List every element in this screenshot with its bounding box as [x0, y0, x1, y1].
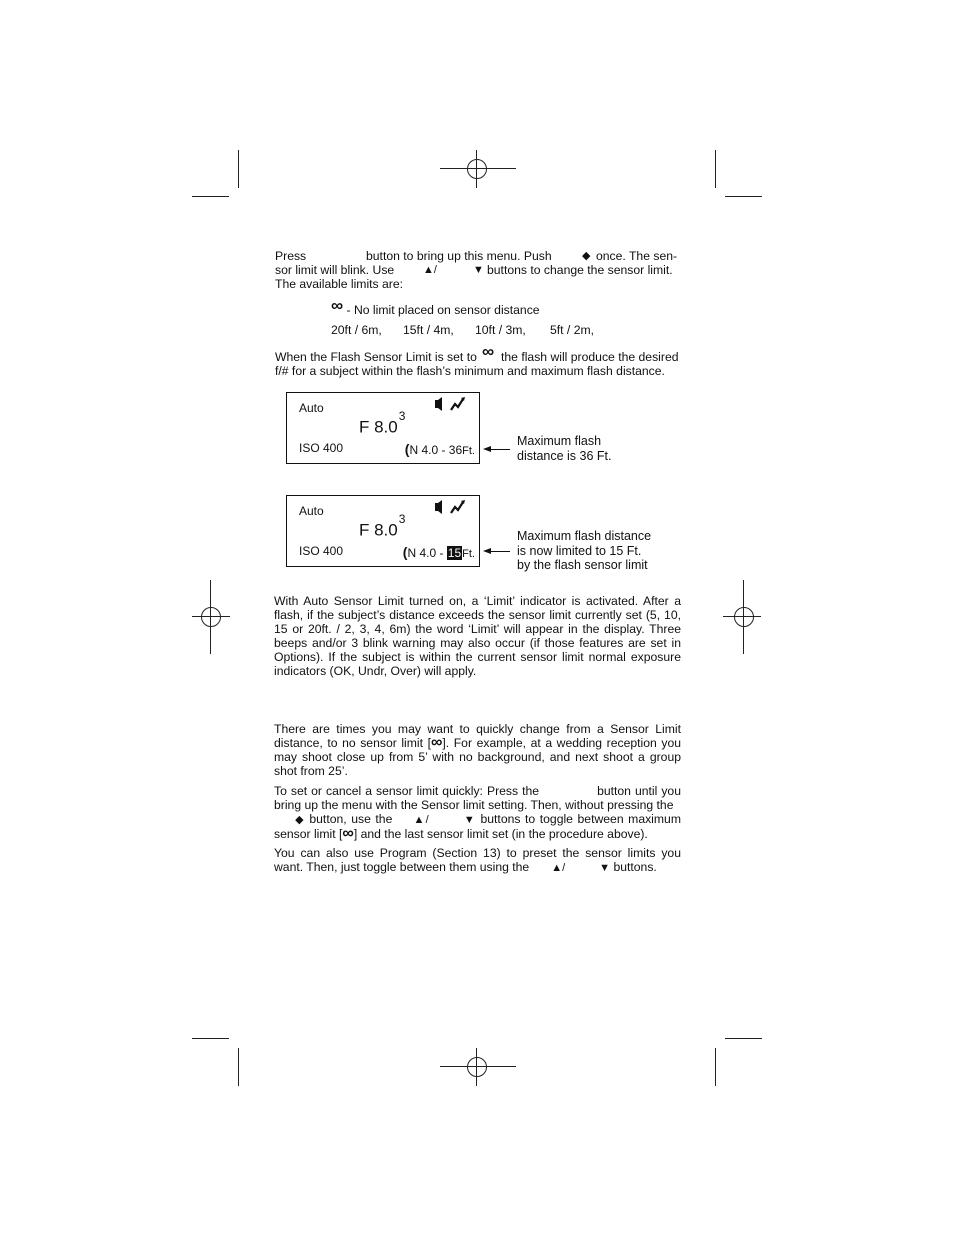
flash-note-start: When the Flash Sensor Limit is set to — [275, 350, 477, 364]
up-arrow-icon: ▲/ — [412, 814, 429, 826]
flash-note-line-2: f/# for a subject within the flash’s minimum and maximum flash distance. — [275, 364, 665, 378]
intro-line-1 — [275, 249, 681, 263]
lcd-f-value: F $8.0^3$ — [359, 512, 406, 540]
lcd-iso: ISO 400 — [299, 441, 344, 455]
infinity-icon: ∞ — [331, 296, 344, 315]
sensor-icon: ( — [404, 441, 410, 457]
crop-mark-bottom-left-h — [192, 1038, 229, 1039]
limit-value: 10ft / 3m, — [475, 323, 526, 337]
diamond-icon: ◆ — [294, 814, 305, 826]
lcd-f-value: F $8.0^3$ — [359, 409, 406, 437]
quick-change-paragraph-3: You can also use Program (Section 13) to preset the sensor limits you want. Then, just toggle between them using the ▲/ ▼ buttons. — [274, 846, 681, 874]
infinity-limit-desc: - No limit placed on sensor distance — [346, 303, 540, 317]
speaker-flash-icon — [433, 499, 467, 517]
registration-mark-right — [723, 580, 763, 656]
lcd-mode: Auto — [299, 504, 324, 518]
intro-use: sor limit will blink. Use — [275, 263, 395, 277]
intro-line1-middle: button to bring up this menu. Push — [366, 249, 552, 263]
callout-1: Maximum flash distance is 36 Ft. — [517, 434, 612, 463]
callout-arrow-line — [488, 551, 510, 552]
down-arrow-icon: ▼ — [462, 814, 476, 826]
auto-limit-paragraph: With Auto Sensor Limit turned on, a ‘Limit’ indicator is activated. After a flash, if the subject’s distance exceeds the sensor limit currently set (5, 10, 15 or 20ft. / 2, 3, 4, 6m) the word ‘Limit’ will appear in the display. Three beeps and/or 3 blink warning may also occur (if those features are set in Options). If the subject is within the current sensor limit normal exposure indicators (OK, Undr, Over) will apply. — [274, 594, 681, 678]
infinity-icon: ∞ — [430, 734, 443, 751]
quick-change-paragraph-1: There are times you may want to quickly change from a Sensor Limit distance, to no sensor limit [∞]. For example, at a wedding reception you may shoot close up from 5’ with no background, and next shoot a group shot from 25’. — [274, 722, 682, 778]
intro-line-3: The available limits are: — [275, 277, 404, 291]
lcd-range-highlight: 15 — [447, 546, 462, 560]
lcd-icons — [433, 396, 467, 419]
intro-line-2 — [275, 263, 681, 277]
speaker-flash-icon — [433, 396, 467, 414]
infinity-limit-row — [331, 296, 540, 317]
crop-mark-bottom-right-h — [725, 1038, 762, 1039]
lcd-iso: ISO 400 — [299, 544, 344, 558]
lcd-icons — [433, 499, 467, 522]
up-arrow-icon: ▲/ — [423, 264, 437, 276]
crop-mark-top-left-h — [192, 196, 229, 197]
diamond-icon: ◆ — [582, 250, 591, 262]
registration-mark-bottom — [440, 1048, 516, 1088]
crop-mark-bottom-right-v — [715, 1048, 716, 1086]
flash-note-end: the flash will produce the desired — [501, 350, 679, 364]
sensor-icon: ( — [402, 544, 408, 560]
limit-value: 15ft / 4m, — [403, 323, 454, 337]
lcd-range: (N 4.0 - 36Ft. — [404, 441, 475, 457]
intro-line2-end: buttons to change the sensor limit. — [487, 263, 673, 277]
up-arrow-icon: ▲/ — [551, 862, 566, 874]
crop-mark-bottom-left-v — [238, 1048, 239, 1086]
callout-2: Maximum flash distance is now limited to 15 Ft. by the flash sensor limit — [517, 529, 652, 572]
infinity-icon: ∞ — [482, 342, 495, 361]
limit-value: 20ft / 6m, — [331, 323, 382, 337]
registration-mark-left — [192, 580, 232, 656]
lcd-mode: Auto — [299, 401, 324, 415]
callout-arrow-head — [483, 446, 491, 452]
lcd-display-1 — [286, 392, 480, 464]
infinity-icon: ∞ — [342, 825, 354, 842]
intro-line1-end: once. The sen- — [596, 249, 678, 263]
down-arrow-icon: ▼ — [473, 264, 484, 276]
lcd-range: (N 4.0 - 15Ft. — [402, 544, 475, 560]
down-arrow-icon: ▼ — [599, 862, 611, 874]
quick-change-paragraph-2: To set or cancel a sensor limit quickly: Press the button until you bring up the menu with the Sensor limit setting. Then, without pressing the ◆ button, use the ▲/ ▼ buttons to toggle between maximum sensor limit [∞] and the last sensor limit set (in the procedure above). — [274, 784, 681, 842]
intro-press: Press — [275, 249, 307, 263]
limit-value: 5ft / 2m, — [550, 323, 595, 337]
flash-note-line-1 — [275, 342, 681, 364]
callout-arrow-line — [488, 449, 510, 450]
crop-mark-top-left-v — [238, 150, 239, 188]
crop-mark-top-right-h — [725, 196, 762, 197]
callout-arrow-head — [483, 548, 491, 554]
registration-mark-top — [440, 150, 516, 190]
crop-mark-top-right-v — [715, 150, 716, 188]
lcd-display-2 — [286, 495, 480, 567]
